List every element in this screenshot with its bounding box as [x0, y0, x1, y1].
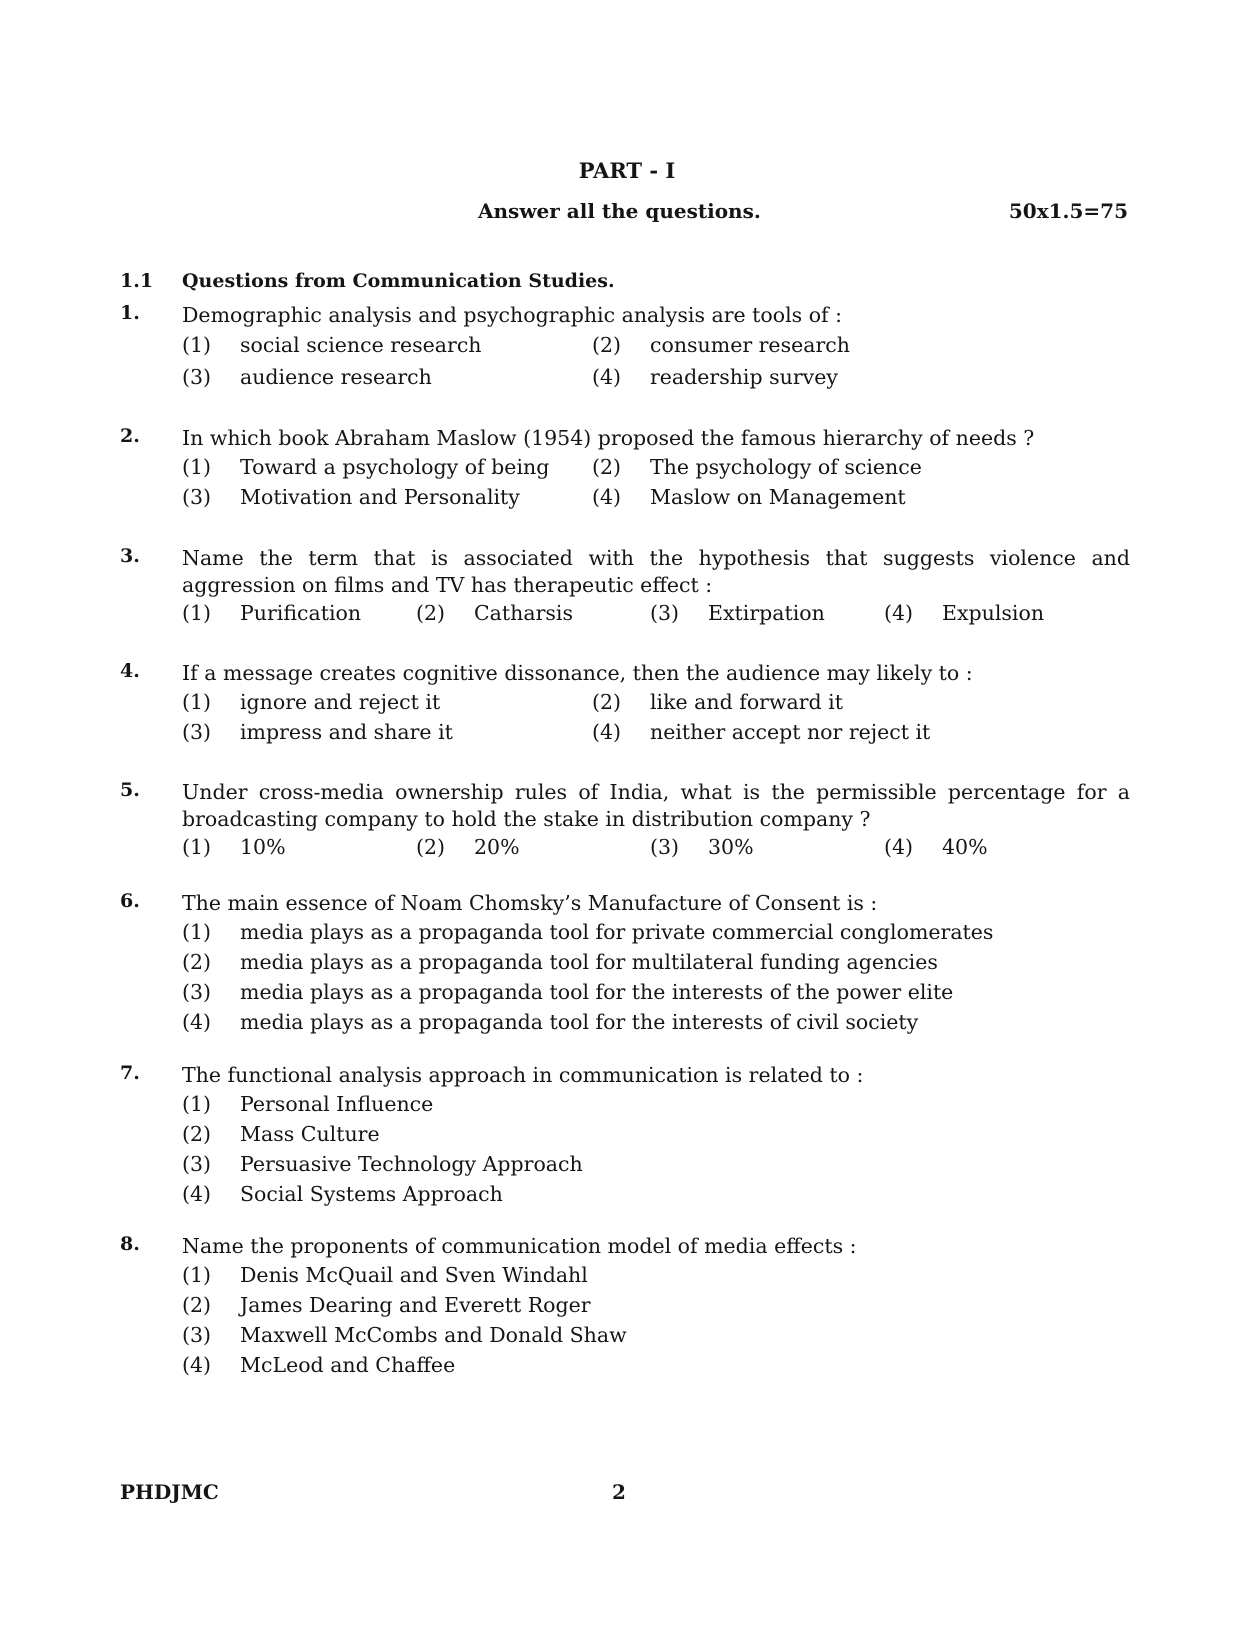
option-1	[182, 690, 440, 714]
option-text: Denis McQuail and Sven Windahl	[240, 1263, 588, 1287]
instruction-text: Answer all the questions.	[478, 199, 761, 223]
option-label: (4)	[592, 365, 622, 389]
option-2	[416, 601, 573, 625]
option-label: (2)	[182, 1293, 212, 1317]
option-text: social science research	[240, 333, 482, 357]
option-text: Toward a psychology of being	[240, 455, 550, 479]
option-text: 20%	[474, 835, 520, 859]
option-2	[416, 835, 520, 859]
option-text: McLeod and Chaffee	[240, 1353, 456, 1377]
option-text: 30%	[708, 835, 754, 859]
option-4	[592, 485, 906, 509]
option-label: (2)	[592, 455, 622, 479]
option-label: (4)	[182, 1010, 212, 1034]
option-1	[182, 1092, 433, 1116]
option-label: (2)	[416, 601, 446, 625]
option-2	[182, 950, 938, 974]
option-text: media plays as a propaganda tool for the interests of civil society	[240, 1010, 919, 1034]
question-number: 8.	[120, 1233, 140, 1255]
marks-scheme: 50x1.5=75	[1008, 199, 1128, 223]
option-label: (2)	[416, 835, 446, 859]
option-text: Social Systems Approach	[240, 1182, 503, 1206]
question-text: If a message creates cognitive dissonance, then the audience may likely to :	[182, 661, 973, 685]
option-3	[182, 485, 520, 509]
question-number: 1.	[120, 302, 140, 324]
option-text: 40%	[942, 835, 988, 859]
option-text: impress and share it	[240, 720, 453, 744]
option-label: (4)	[884, 601, 914, 625]
option-2	[182, 1122, 380, 1146]
option-3	[182, 365, 432, 389]
option-label: (1)	[182, 1263, 212, 1287]
option-4	[592, 720, 930, 744]
option-1	[182, 835, 286, 859]
option-4	[182, 1353, 455, 1377]
option-text: Mass Culture	[240, 1122, 380, 1146]
option-text: 10%	[240, 835, 286, 859]
option-text: neither accept nor reject it	[650, 720, 931, 744]
section-title: Questions from Communication Studies.	[182, 270, 615, 292]
option-3	[182, 1152, 583, 1176]
option-text: James Dearing and Everett Roger	[240, 1293, 591, 1317]
option-1	[182, 333, 482, 357]
option-3	[650, 601, 825, 625]
option-4	[592, 365, 838, 389]
question-text: Demographic analysis and psychographic analysis are tools of :	[182, 303, 843, 327]
paper-code: PHDJMC	[120, 1480, 219, 1504]
option-2	[182, 1293, 591, 1317]
option-text: like and forward it	[650, 690, 843, 714]
option-2	[592, 455, 922, 479]
option-label: (2)	[592, 690, 622, 714]
question-text: The main essence of Noam Chomsky’s Manufacture of Consent is :	[182, 891, 878, 915]
option-label: (3)	[182, 720, 212, 744]
option-label: (1)	[182, 920, 212, 944]
option-label: (4)	[592, 720, 622, 744]
question-text: Under cross-media ownership rules of India, what is the permissible percentage for a broadcasting company to hold the stake in distribution company ?	[182, 780, 1130, 831]
option-4	[884, 835, 988, 859]
question-text: Name the term that is associated with the hypothesis that suggests violence and aggression on films and TV has therapeutic effect :	[182, 546, 1130, 597]
option-label: (1)	[182, 455, 212, 479]
page-number: 2	[612, 1480, 626, 1504]
option-3	[182, 980, 953, 1004]
option-text: Purification	[240, 601, 362, 625]
question-text: The functional analysis approach in communication is related to :	[182, 1063, 864, 1087]
option-text: Maxwell McCombs and Donald Shaw	[240, 1323, 627, 1347]
question-number: 7.	[120, 1062, 140, 1084]
option-label: (1)	[182, 1092, 212, 1116]
option-text: ignore and reject it	[240, 690, 441, 714]
part-title: PART - I	[578, 158, 676, 183]
option-text: Extirpation	[708, 601, 825, 625]
option-text: readership survey	[650, 365, 838, 389]
option-label: (3)	[182, 1323, 212, 1347]
option-text: Expulsion	[942, 601, 1045, 625]
option-3	[182, 1323, 627, 1347]
option-2	[592, 333, 850, 357]
option-3	[182, 720, 453, 744]
option-label: (1)	[182, 835, 212, 859]
question-number: 5.	[120, 779, 140, 801]
option-label: (1)	[182, 601, 212, 625]
option-1	[182, 1263, 588, 1287]
option-4	[182, 1182, 503, 1206]
option-label: (3)	[182, 1152, 212, 1176]
option-label: (3)	[182, 485, 212, 509]
option-4	[182, 1010, 918, 1034]
option-text: media plays as a propaganda tool for private commercial conglomerates	[240, 920, 994, 944]
option-text: consumer research	[650, 333, 850, 357]
option-label: (4)	[592, 485, 622, 509]
question-text: Name the proponents of communication model of media effects :	[182, 1234, 857, 1258]
option-label: (3)	[650, 835, 680, 859]
option-label: (2)	[592, 333, 622, 357]
option-text: Catharsis	[474, 601, 573, 625]
option-3	[650, 835, 754, 859]
option-2	[592, 690, 843, 714]
option-label: (4)	[182, 1353, 212, 1377]
option-1	[182, 601, 361, 625]
option-text: Personal Influence	[240, 1092, 434, 1116]
option-label: (1)	[182, 690, 212, 714]
option-text: The psychology of science	[650, 455, 922, 479]
option-1	[182, 920, 993, 944]
option-1	[182, 455, 549, 479]
option-label: (1)	[182, 333, 212, 357]
option-text: Persuasive Technology Approach	[240, 1152, 583, 1176]
option-text: Motivation and Personality	[240, 485, 520, 509]
option-label: (3)	[650, 601, 680, 625]
option-label: (3)	[182, 365, 212, 389]
option-text: Maslow on Management	[650, 485, 906, 509]
section-number: 1.1	[120, 270, 154, 292]
option-4	[884, 601, 1044, 625]
option-label: (3)	[182, 980, 212, 1004]
option-label: (2)	[182, 1122, 212, 1146]
option-label: (2)	[182, 950, 212, 974]
option-text: media plays as a propaganda tool for multilateral funding agencies	[240, 950, 938, 974]
option-label: (4)	[182, 1182, 212, 1206]
option-label: (4)	[884, 835, 914, 859]
question-number: 2.	[120, 425, 140, 447]
option-text: audience research	[240, 365, 432, 389]
question-number: 3.	[120, 545, 140, 567]
option-text: media plays as a propaganda tool for the interests of the power elite	[240, 980, 954, 1004]
question-number: 4.	[120, 660, 140, 682]
question-number: 6.	[120, 890, 140, 912]
question-text: In which book Abraham Maslow (1954) proposed the famous hierarchy of needs ?	[182, 426, 1035, 450]
